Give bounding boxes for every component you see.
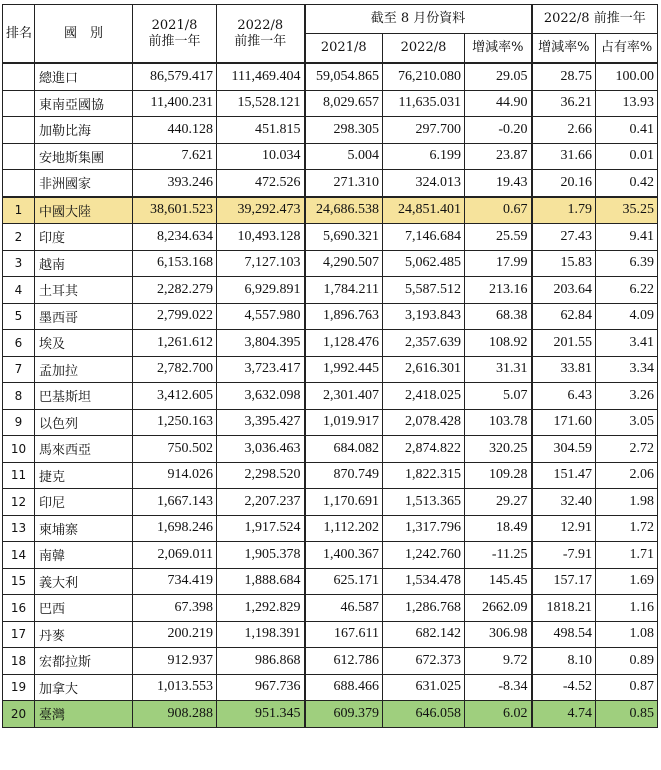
ytd-2021-cell: 24,686.538 [305,197,383,224]
table-row [3,542,658,569]
rank-cell: 1 [3,197,35,224]
ytd-2022-cell: 324.013 [383,170,465,197]
table-row [3,489,658,516]
header-2021-trailing-year: 2021/8 [151,17,198,33]
table-row [3,568,658,595]
header-2022-trailing [217,5,305,64]
import-ranking-table [2,4,658,728]
table-row [3,170,658,197]
trailing-2022-cell: 3,723.417 [217,356,305,383]
country-cell: 加勒比海 [35,117,133,144]
trailing-change-cell: 201.55 [532,330,596,357]
share-cell: 0.42 [596,170,658,197]
ytd-2022-cell: 631.025 [383,674,465,701]
rank-cell: 5 [3,303,35,330]
trailing-change-cell: 8.10 [532,648,596,675]
ytd-change-cell: 320.25 [465,436,532,463]
table-row [3,117,658,144]
table-row [3,515,658,542]
ytd-2022-cell: 24,851.401 [383,197,465,224]
ytd-2022-cell: 76,210.080 [383,63,465,90]
trailing-change-cell: -4.52 [532,674,596,701]
rank-cell: 6 [3,330,35,357]
rank-cell [3,143,35,170]
share-cell: 6.22 [596,277,658,304]
trailing-2022-cell: 111,469.404 [217,63,305,90]
table-row [3,90,658,117]
country-cell: 宏都拉斯 [35,648,133,675]
table-row [3,701,658,728]
share-cell: 6.39 [596,250,658,277]
ytd-change-cell: 23.87 [465,143,532,170]
trailing-2021-cell: 67.398 [133,595,217,622]
table-row [3,648,658,675]
trailing-2022-cell: 1,292.829 [217,595,305,622]
header-trailing-share: 占有率% [596,34,658,64]
ytd-2021-cell: 688.466 [305,674,383,701]
trailing-2021-cell: 11,400.231 [133,90,217,117]
trailing-2021-cell: 1,667.143 [133,489,217,516]
ytd-change-cell: 25.59 [465,224,532,251]
ytd-2021-cell: 684.082 [305,436,383,463]
table-row [3,330,658,357]
ranked-rows [3,197,658,728]
table-row [3,383,658,410]
trailing-change-cell: 157.17 [532,568,596,595]
ytd-2022-cell: 1,242.760 [383,542,465,569]
share-cell: 13.93 [596,90,658,117]
header-trailing-group: 2022/8 前推一年 [532,5,658,34]
trailing-2021-cell: 912.937 [133,648,217,675]
ytd-2021-cell: 2,301.407 [305,383,383,410]
ytd-2021-cell: 1,019.917 [305,409,383,436]
trailing-change-cell: 27.43 [532,224,596,251]
ytd-2022-cell: 7,146.684 [383,224,465,251]
trailing-2022-cell: 967.736 [217,674,305,701]
country-cell: 土耳其 [35,277,133,304]
ytd-2022-cell: 1,534.478 [383,568,465,595]
ytd-2021-cell: 1,170.691 [305,489,383,516]
share-cell: 1.69 [596,568,658,595]
share-cell: 0.87 [596,674,658,701]
share-cell: 3.26 [596,383,658,410]
share-cell: 2.72 [596,436,658,463]
ytd-change-cell: 213.16 [465,277,532,304]
table-row [3,674,658,701]
summary-rows [3,63,658,197]
ytd-2022-cell: 297.700 [383,117,465,144]
trailing-change-cell: 203.64 [532,277,596,304]
trailing-2021-cell: 914.026 [133,462,217,489]
table-row [3,436,658,463]
ytd-2022-cell: 2,357.639 [383,330,465,357]
header-2021-trailing [133,5,217,64]
trailing-2021-cell: 908.288 [133,701,217,728]
rank-cell: 2 [3,224,35,251]
country-cell: 巴基斯坦 [35,383,133,410]
table-row [3,462,658,489]
trailing-change-cell: 498.54 [532,621,596,648]
header-2021-trailing-sub: 前推一年 [148,33,201,49]
trailing-change-cell: 1.79 [532,197,596,224]
ytd-change-cell: 109.28 [465,462,532,489]
share-cell: 35.25 [596,197,658,224]
header-ytd-2022: 2022/8 [383,34,465,64]
trailing-2021-cell: 2,282.279 [133,277,217,304]
share-cell: 0.85 [596,701,658,728]
table-row [3,63,658,90]
ytd-2021-cell: 625.171 [305,568,383,595]
trailing-2022-cell: 1,917.524 [217,515,305,542]
ytd-change-cell: 44.90 [465,90,532,117]
table-row [3,621,658,648]
trailing-2022-cell: 3,804.395 [217,330,305,357]
ytd-2022-cell: 2,418.025 [383,383,465,410]
table-header [3,5,658,64]
table-row [3,303,658,330]
trailing-change-cell: 28.75 [532,63,596,90]
share-cell: 1.16 [596,595,658,622]
trailing-change-cell: 20.16 [532,170,596,197]
trailing-2022-cell: 2,207.237 [217,489,305,516]
rank-cell [3,170,35,197]
country-cell: 東南亞國協 [35,90,133,117]
header-2022-trailing-sub: 前推一年 [234,33,287,49]
ytd-2021-cell: 1,400.367 [305,542,383,569]
table-row [3,409,658,436]
trailing-2021-cell: 1,013.553 [133,674,217,701]
ytd-2021-cell: 271.310 [305,170,383,197]
trailing-change-cell: 1818.21 [532,595,596,622]
ytd-change-cell: 103.78 [465,409,532,436]
trailing-2021-cell: 2,782.700 [133,356,217,383]
trailing-2022-cell: 2,298.520 [217,462,305,489]
ytd-change-cell: -0.20 [465,117,532,144]
ytd-2022-cell: 5,587.512 [383,277,465,304]
trailing-change-cell: -7.91 [532,542,596,569]
trailing-change-cell: 6.43 [532,383,596,410]
header-2022-trailing-year: 2022/8 [237,17,284,33]
trailing-2021-cell: 6,153.168 [133,250,217,277]
trailing-2021-cell: 1,250.163 [133,409,217,436]
ytd-2022-cell: 2,874.822 [383,436,465,463]
rank-cell: 9 [3,409,35,436]
ytd-2022-cell: 672.373 [383,648,465,675]
ytd-change-cell: -8.34 [465,674,532,701]
trailing-2022-cell: 1,888.684 [217,568,305,595]
country-cell: 加拿大 [35,674,133,701]
trailing-2022-cell: 10.034 [217,143,305,170]
rank-cell: 15 [3,568,35,595]
ytd-change-cell: -11.25 [465,542,532,569]
share-cell: 1.98 [596,489,658,516]
ytd-2021-cell: 5.004 [305,143,383,170]
trailing-change-cell: 4.74 [532,701,596,728]
trailing-2022-cell: 4,557.980 [217,303,305,330]
ytd-2021-cell: 1,784.211 [305,277,383,304]
trailing-2022-cell: 1,198.391 [217,621,305,648]
share-cell: 0.01 [596,143,658,170]
header-ytd-group: 截至 8 月份資料 [305,5,532,34]
rank-cell: 10 [3,436,35,463]
share-cell: 4.09 [596,303,658,330]
trailing-2021-cell: 38,601.523 [133,197,217,224]
trailing-2021-cell: 8,234.634 [133,224,217,251]
ytd-2021-cell: 46.587 [305,595,383,622]
ytd-2022-cell: 1,317.796 [383,515,465,542]
trailing-2021-cell: 200.219 [133,621,217,648]
ytd-2022-cell: 682.142 [383,621,465,648]
trailing-2022-cell: 6,929.891 [217,277,305,304]
rank-cell: 16 [3,595,35,622]
country-cell: 馬來西亞 [35,436,133,463]
country-cell: 巴西 [35,595,133,622]
ytd-change-cell: 29.27 [465,489,532,516]
ytd-2021-cell: 1,896.763 [305,303,383,330]
table-row [3,356,658,383]
ytd-2022-cell: 646.058 [383,701,465,728]
ytd-2021-cell: 609.379 [305,701,383,728]
ytd-2022-cell: 1,822.315 [383,462,465,489]
trailing-2021-cell: 1,698.246 [133,515,217,542]
trailing-change-cell: 304.59 [532,436,596,463]
rank-cell: 19 [3,674,35,701]
country-cell: 埃及 [35,330,133,357]
trailing-2022-cell: 3,632.098 [217,383,305,410]
share-cell: 1.08 [596,621,658,648]
share-cell: 100.00 [596,63,658,90]
ytd-change-cell: 0.67 [465,197,532,224]
trailing-change-cell: 15.83 [532,250,596,277]
ytd-2021-cell: 167.611 [305,621,383,648]
country-cell: 丹麥 [35,621,133,648]
trailing-2021-cell: 393.246 [133,170,217,197]
rank-cell: 8 [3,383,35,410]
header-trailing-change: 增減率% [532,34,596,64]
header-ytd-2021: 2021/8 [305,34,383,64]
ytd-2021-cell: 1,128.476 [305,330,383,357]
ytd-change-cell: 108.92 [465,330,532,357]
ytd-2021-cell: 612.786 [305,648,383,675]
share-cell: 1.71 [596,542,658,569]
country-cell: 總進口 [35,63,133,90]
country-cell: 印度 [35,224,133,251]
ytd-change-cell: 18.49 [465,515,532,542]
rank-cell: 11 [3,462,35,489]
share-cell: 0.89 [596,648,658,675]
ytd-2022-cell: 5,062.485 [383,250,465,277]
share-cell: 2.06 [596,462,658,489]
trailing-2022-cell: 3,395.427 [217,409,305,436]
trailing-change-cell: 12.91 [532,515,596,542]
ytd-change-cell: 19.43 [465,170,532,197]
trailing-2022-cell: 951.345 [217,701,305,728]
ytd-change-cell: 17.99 [465,250,532,277]
trailing-2022-cell: 986.868 [217,648,305,675]
share-cell: 0.41 [596,117,658,144]
trailing-2021-cell: 2,069.011 [133,542,217,569]
country-cell: 柬埔寨 [35,515,133,542]
rank-cell: 14 [3,542,35,569]
trailing-2022-cell: 451.815 [217,117,305,144]
trailing-change-cell: 62.84 [532,303,596,330]
rank-cell [3,117,35,144]
trailing-2021-cell: 734.419 [133,568,217,595]
ytd-change-cell: 68.38 [465,303,532,330]
ytd-change-cell: 5.07 [465,383,532,410]
country-cell: 以色列 [35,409,133,436]
share-cell: 3.41 [596,330,658,357]
ytd-2022-cell: 2,078.428 [383,409,465,436]
import-ranking-table-wrap [2,4,657,728]
trailing-change-cell: 2.66 [532,117,596,144]
ytd-2021-cell: 59,054.865 [305,63,383,90]
ytd-2022-cell: 1,513.365 [383,489,465,516]
ytd-2022-cell: 1,286.768 [383,595,465,622]
trailing-change-cell: 151.47 [532,462,596,489]
table-row [3,197,658,224]
country-cell: 南韓 [35,542,133,569]
ytd-2021-cell: 5,690.321 [305,224,383,251]
country-cell: 捷克 [35,462,133,489]
trailing-change-cell: 31.66 [532,143,596,170]
ytd-2022-cell: 2,616.301 [383,356,465,383]
header-country: 國 別 [35,5,133,64]
country-cell: 非洲國家 [35,170,133,197]
ytd-2021-cell: 8,029.657 [305,90,383,117]
ytd-change-cell: 29.05 [465,63,532,90]
rank-cell: 7 [3,356,35,383]
ytd-2021-cell: 298.305 [305,117,383,144]
table-row [3,143,658,170]
country-cell: 墨西哥 [35,303,133,330]
ytd-change-cell: 6.02 [465,701,532,728]
country-cell: 越南 [35,250,133,277]
country-cell: 義大利 [35,568,133,595]
trailing-2021-cell: 750.502 [133,436,217,463]
trailing-2021-cell: 7.621 [133,143,217,170]
rank-cell [3,90,35,117]
trailing-2022-cell: 15,528.121 [217,90,305,117]
trailing-2022-cell: 39,292.473 [217,197,305,224]
ytd-change-cell: 31.31 [465,356,532,383]
trailing-2022-cell: 1,905.378 [217,542,305,569]
trailing-2021-cell: 2,799.022 [133,303,217,330]
country-cell: 孟加拉 [35,356,133,383]
ytd-2022-cell: 11,635.031 [383,90,465,117]
rank-cell: 13 [3,515,35,542]
trailing-2022-cell: 10,493.128 [217,224,305,251]
trailing-2022-cell: 3,036.463 [217,436,305,463]
country-cell: 臺灣 [35,701,133,728]
share-cell: 3.34 [596,356,658,383]
trailing-2021-cell: 1,261.612 [133,330,217,357]
trailing-2021-cell: 440.128 [133,117,217,144]
trailing-2021-cell: 86,579.417 [133,63,217,90]
country-cell: 中國大陸 [35,197,133,224]
header-rank: 排名 [3,5,35,64]
ytd-change-cell: 145.45 [465,568,532,595]
header-ytd-change: 增減率% [465,34,532,64]
rank-cell: 18 [3,648,35,675]
trailing-2022-cell: 472.526 [217,170,305,197]
country-cell: 安地斯集團 [35,143,133,170]
ytd-2021-cell: 4,290.507 [305,250,383,277]
ytd-2022-cell: 6.199 [383,143,465,170]
ytd-change-cell: 2662.09 [465,595,532,622]
rank-cell: 20 [3,701,35,728]
table-row [3,250,658,277]
share-cell: 3.05 [596,409,658,436]
table-row [3,277,658,304]
rank-cell [3,63,35,90]
ytd-2022-cell: 3,193.843 [383,303,465,330]
country-cell: 印尼 [35,489,133,516]
share-cell: 9.41 [596,224,658,251]
share-cell: 1.72 [596,515,658,542]
trailing-change-cell: 171.60 [532,409,596,436]
table-row [3,224,658,251]
ytd-change-cell: 306.98 [465,621,532,648]
table-row [3,595,658,622]
ytd-2021-cell: 1,992.445 [305,356,383,383]
rank-cell: 3 [3,250,35,277]
rank-cell: 4 [3,277,35,304]
rank-cell: 12 [3,489,35,516]
ytd-change-cell: 9.72 [465,648,532,675]
ytd-2021-cell: 870.749 [305,462,383,489]
trailing-change-cell: 36.21 [532,90,596,117]
trailing-change-cell: 33.81 [532,356,596,383]
ytd-2021-cell: 1,112.202 [305,515,383,542]
rank-cell: 17 [3,621,35,648]
trailing-2021-cell: 3,412.605 [133,383,217,410]
trailing-2022-cell: 7,127.103 [217,250,305,277]
trailing-change-cell: 32.40 [532,489,596,516]
